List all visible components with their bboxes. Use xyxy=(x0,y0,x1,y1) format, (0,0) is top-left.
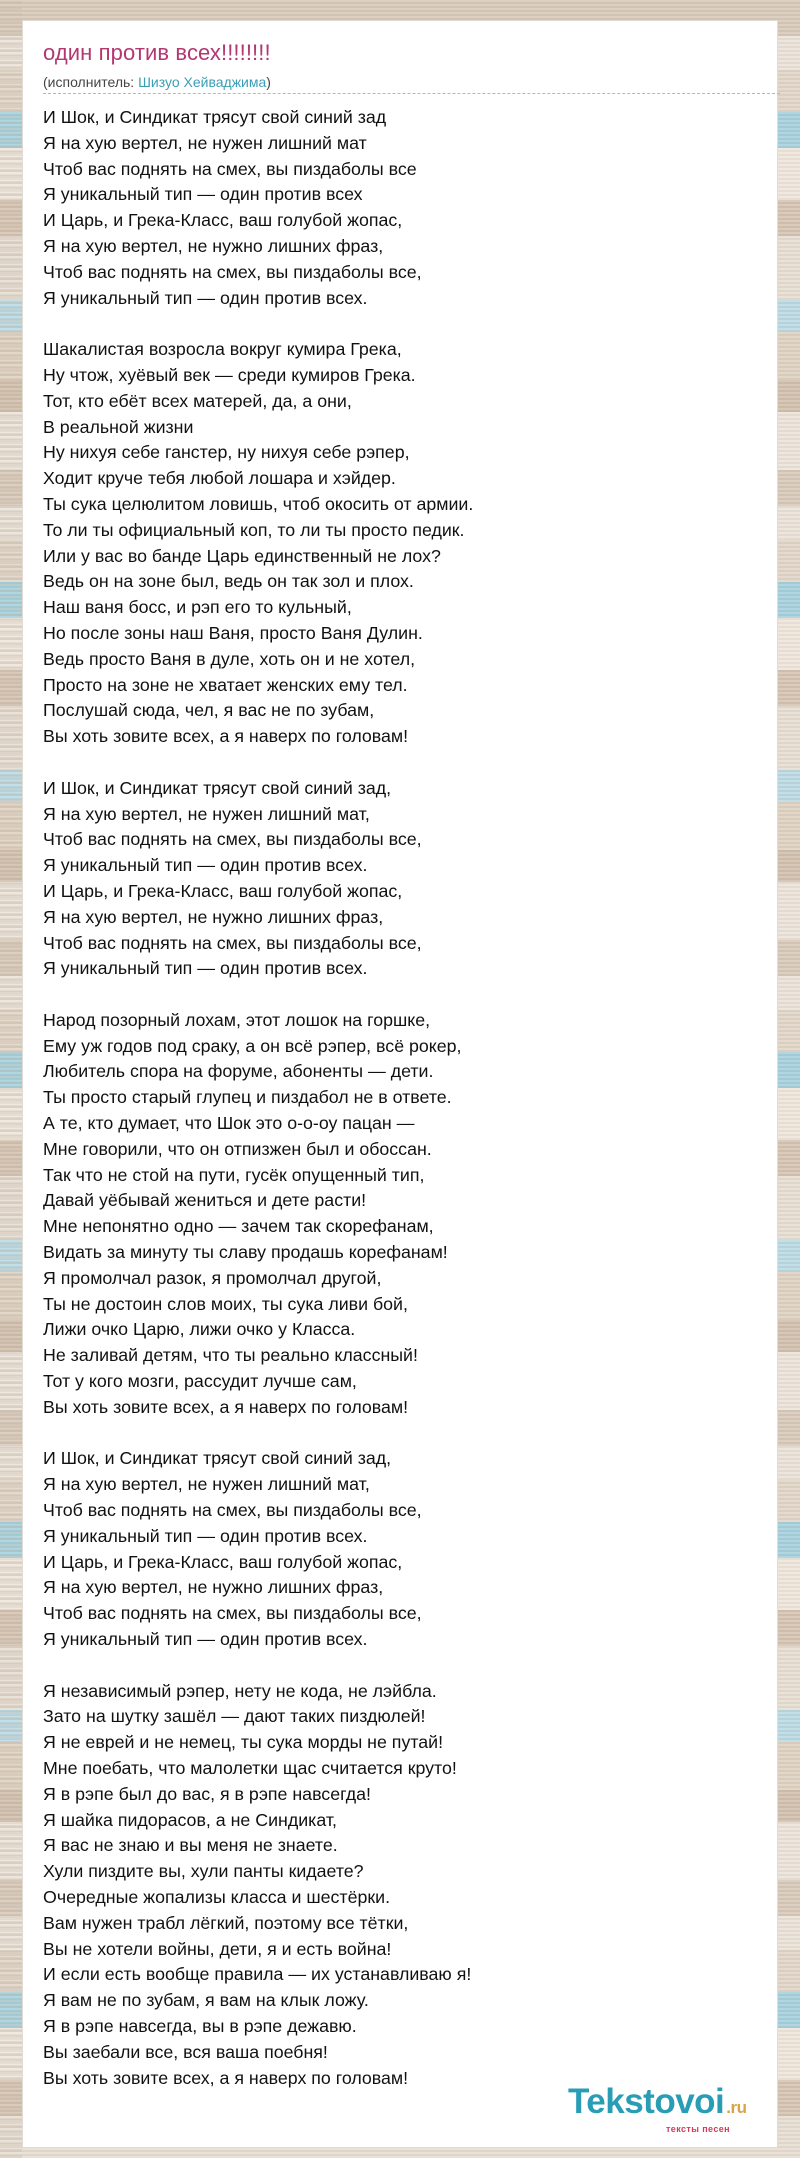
lyric-line: Ему уж годов под сраку, а он всё рэпер, всё рокер, xyxy=(43,1035,462,1056)
lyric-line: Я на хую вертел, не нужен лишний мат, xyxy=(43,1474,370,1495)
lyric-line: Я уникальный тип — один против всех. xyxy=(43,855,368,876)
lyric-line: Послушай сюда, чел, я вас не по зубам, xyxy=(43,700,375,721)
lyric-line: Ходит круче тебя любой лошара и хэйдер. xyxy=(43,468,396,489)
lyric-line: Я промолчал разок, я промолчал другой, xyxy=(43,1267,382,1288)
logo-name: Tekstovoi xyxy=(568,2082,725,2121)
lyric-line: Я в рэпе был до вас, я в рэпе навсегда! xyxy=(43,1783,371,1804)
lyric-line: И Царь, и Грека-Класс, ваш голубой жопас, xyxy=(43,210,403,231)
lyric-line: И Шок, и Синдикат трясут свой синий зад, xyxy=(43,1448,392,1469)
lyric-line: То ли ты официальный коп, то ли ты просто педик. xyxy=(43,519,465,540)
lyric-line: Я на хую вертел, не нужен лишний мат xyxy=(43,132,367,153)
lyric-line: Давай уёбывай жениться и дете расти! xyxy=(43,1190,367,1211)
site-logo[interactable] xyxy=(548,2072,788,2142)
artist-suffix: ) xyxy=(266,74,271,90)
artist-link[interactable]: Шизуо Хейваджима xyxy=(138,74,267,90)
lyric-line: Тот у кого мозги, рассудит лучше сам, xyxy=(43,1371,357,1392)
lyric-line: Чтоб вас поднять на смех, вы пиздаболы все xyxy=(43,158,417,179)
lyric-line: Наш ваня босс, и рэп его то кульный, xyxy=(43,597,352,618)
lyric-line: Или у вас во банде Царь единственный не лох? xyxy=(43,545,441,566)
lyric-line: И Царь, и Грека-Класс, ваш голубой жопас, xyxy=(43,1551,403,1572)
title-divider xyxy=(43,93,780,94)
lyric-line: Тот, кто ебёт всех матерей, да, а они, xyxy=(43,390,352,411)
lyric-line: Я вас не знаю и вы меня не знаете. xyxy=(43,1835,338,1856)
lyric-line: Ну нихуя себе ганстер, ну нихуя себе рэпер, xyxy=(43,442,410,463)
lyric-line: Вы хоть зовите всех, а я наверх по головам! xyxy=(43,1396,409,1417)
lyric-line: Ведь просто Ваня в дуле, хоть он и не хотел, xyxy=(43,648,416,669)
lyric-line: Я независимый рэпер, нету не кода, не лэйбла. xyxy=(43,1680,437,1701)
lyric-line: Вам нужен трабл лёгкий, поэтому все тётки, xyxy=(43,1912,409,1933)
lyric-line: А те, кто думает, что Шок это о-о-оу пацан — xyxy=(43,1113,415,1134)
lyric-line: Очередные жопализы класса и шестёрки. xyxy=(43,1886,391,1907)
lyric-line: Я шайка пидорасов, а не Синдикат, xyxy=(43,1809,337,1830)
lyric-line: Вы не хотели войны, дети, я и есть война! xyxy=(43,1938,392,1959)
lyric-line: Ну чтож, хуёвый век — среди кумиров Грека. xyxy=(43,364,416,385)
background-texture xyxy=(0,0,22,2158)
lyrics-stanza xyxy=(43,337,763,750)
lyric-line: Я на хую вертел, не нужно лишних фраз, xyxy=(43,1577,384,1598)
lyric-line: И Царь, и Грека-Класс, ваш голубой жопас, xyxy=(43,880,403,901)
lyric-line: Я не еврей и не немец, ты сука морды не путай! xyxy=(43,1732,444,1753)
lyrics-card xyxy=(22,20,778,2148)
lyric-line: Мне поебать, что малолетки щас считается круто! xyxy=(43,1758,457,1778)
lyric-line: Я уникальный тип — один против всех xyxy=(43,184,363,205)
lyric-line: Вы заебали все, вся ваша поебня! xyxy=(43,2041,328,2062)
lyric-line: Ты просто старый глупец и пиздабол не в ответе. xyxy=(43,1087,452,1108)
lyric-line: Я уникальный тип — один против всех. xyxy=(43,1525,368,1546)
lyric-line: Я уникальный тип — один против всех. xyxy=(43,958,368,979)
lyric-line: Чтоб вас поднять на смех, вы пиздаболы все, xyxy=(43,261,422,282)
lyrics-stanza xyxy=(43,1679,763,2092)
lyrics-stanza xyxy=(43,105,763,311)
lyric-line: Шакалистая возросла вокруг кумира Грека, xyxy=(43,339,402,360)
lyric-line: Не заливай детям, что ты реально классный! xyxy=(43,1345,418,1366)
lyric-line: В реальной жизни xyxy=(43,416,194,437)
lyric-line: Я на хую вертел, не нужно лишних фраз, xyxy=(43,906,384,927)
lyric-line: Я на хую вертел, не нужен лишний мат, xyxy=(43,803,370,824)
lyrics-body xyxy=(43,105,763,2117)
lyric-line: Я уникальный тип — один против всех. xyxy=(43,1629,368,1650)
lyric-line: Зато на шутку зашёл — дают таких пиздюлей! xyxy=(43,1706,426,1727)
lyric-line: Лижи очко Царю, лижи очко у Класса. xyxy=(43,1319,356,1340)
lyric-line: Народ позорный лохам, этот лошок на горшке, xyxy=(43,1009,431,1030)
lyric-line: Так что не стой на пути, гусёк опущенный тип, xyxy=(43,1164,425,1185)
lyrics-stanza xyxy=(43,1008,763,1421)
lyric-line: Но после зоны наш Ваня, просто Ваня Дулин. xyxy=(43,622,423,643)
lyric-line: Я вам не по зубам, я вам на клык ложу. xyxy=(43,1990,369,2011)
song-title: один против всех!!!!!!!! xyxy=(43,40,271,65)
lyric-line: Чтоб вас поднять на смех, вы пиздаболы все, xyxy=(43,932,422,953)
lyric-line: И Шок, и Синдикат трясут свой синий зад xyxy=(43,107,387,127)
logo-tld: .ru xyxy=(726,2098,747,2117)
lyric-line: Вы хоть зовите всех, а я наверх по головам! xyxy=(43,726,409,747)
lyric-line: Мне говорили, что он отпизжен был и обоссан. xyxy=(43,1138,432,1159)
lyric-line: Чтоб вас поднять на смех, вы пиздаболы все, xyxy=(43,829,422,850)
lyric-line: Я на хую вертел, не нужно лишних фраз, xyxy=(43,235,384,256)
lyric-line: Ведь он на зоне был, ведь он так зол и плох. xyxy=(43,571,414,592)
lyric-line: Ты не достоин слов моих, ты сука ливи бой, xyxy=(43,1293,408,1314)
lyric-line: Мне непонятно одно — зачем так скорефанам, xyxy=(43,1216,434,1237)
lyric-line: Вы хоть зовите всех, а я наверх по головам! xyxy=(43,2067,409,2088)
lyric-line: И Шок, и Синдикат трясут свой синий зад, xyxy=(43,777,392,798)
lyrics-stanza xyxy=(43,1446,763,1652)
logo-wordmark xyxy=(568,2082,747,2122)
artist-prefix: (исполнитель: xyxy=(43,74,139,90)
lyric-line: Видать за минуту ты славу продашь корефанам! xyxy=(43,1242,448,1263)
lyric-line: И если есть вообще правила — их устанавливаю я! xyxy=(43,1964,472,1985)
lyric-line: Любитель спора на форуме, абоненты — дети. xyxy=(43,1061,434,1082)
lyric-line: Ты сука целюлитом ловишь, чтоб окосить от армии. xyxy=(43,493,474,514)
artist-line xyxy=(43,74,271,90)
lyric-line: Я уникальный тип — один против всех. xyxy=(43,287,368,308)
lyrics-stanza xyxy=(43,776,763,982)
lyric-line: Хули пиздите вы, хули панты кидаете? xyxy=(43,1861,364,1882)
lyric-line: Просто на зоне не хватает женских ему тел. xyxy=(43,674,408,695)
lyric-line: Чтоб вас поднять на смех, вы пиздаболы все, xyxy=(43,1603,422,1624)
lyric-line: Я в рэпе навсегда, вы в рэпе дежавю. xyxy=(43,2015,357,2036)
logo-tagline: тексты песен xyxy=(666,2124,730,2134)
lyric-line: Чтоб вас поднять на смех, вы пиздаболы все, xyxy=(43,1500,422,1521)
